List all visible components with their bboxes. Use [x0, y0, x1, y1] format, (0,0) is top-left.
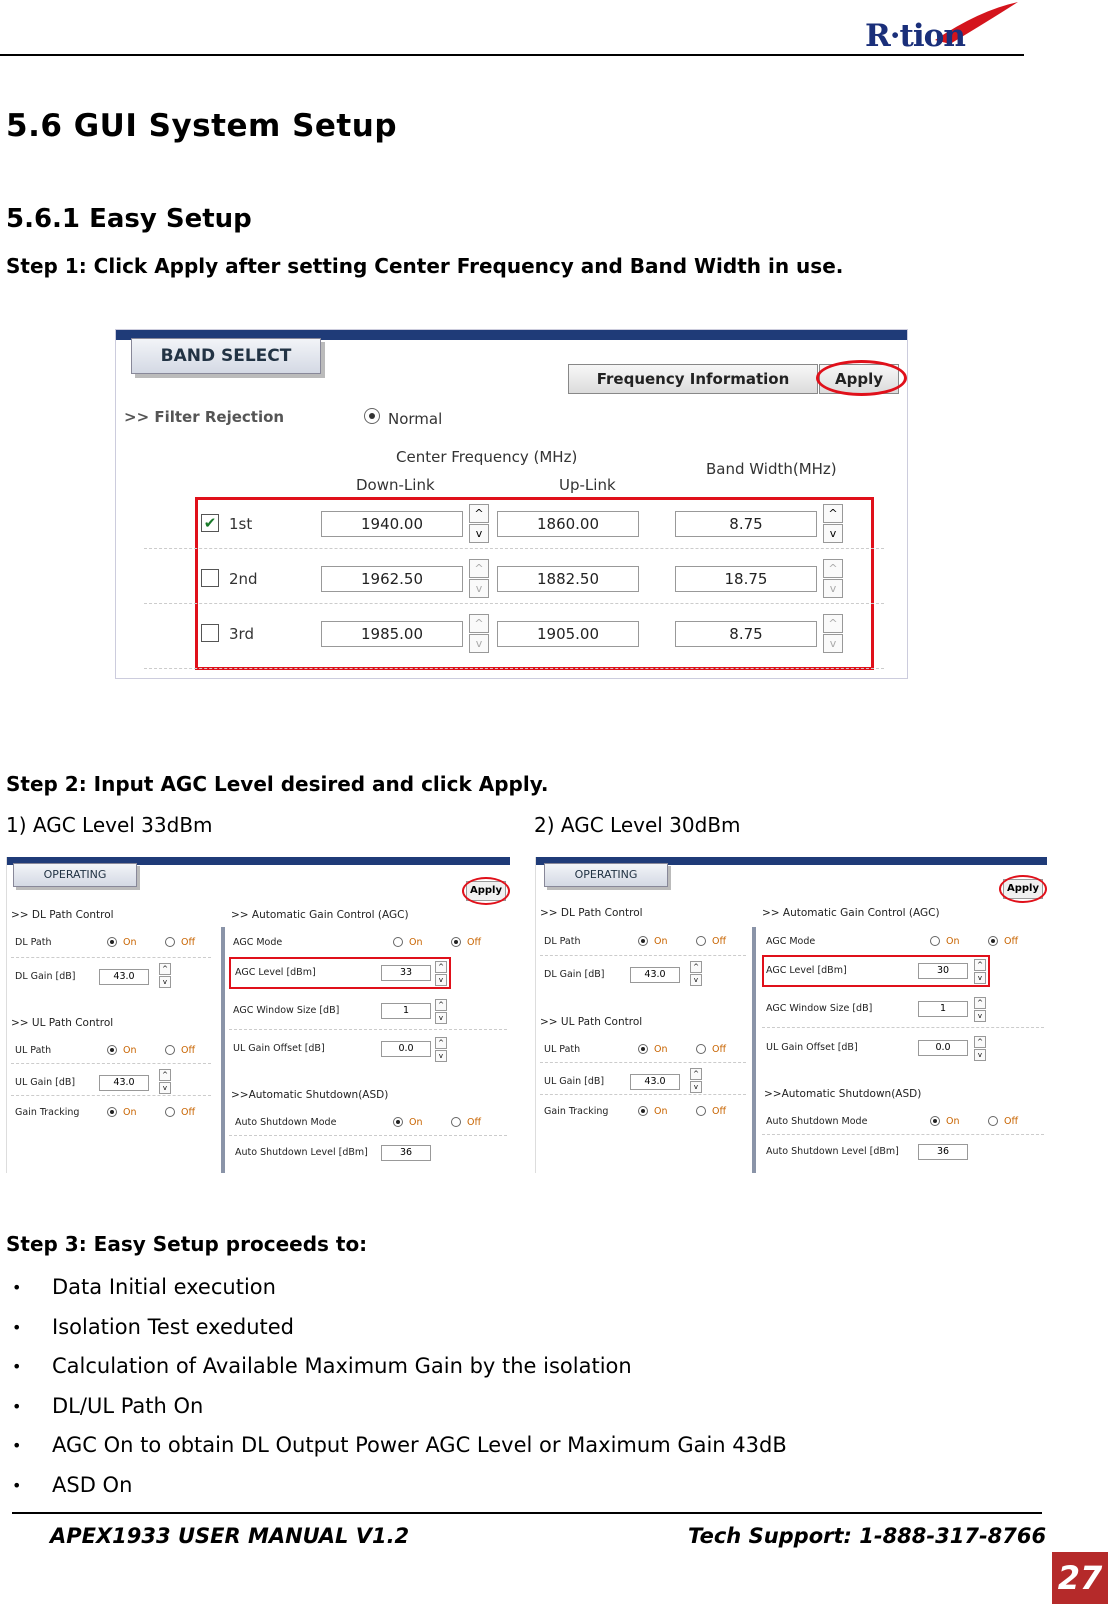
spin-down-icon[interactable]: v	[823, 634, 843, 653]
on-label: On	[946, 936, 960, 947]
bandwidth-input[interactable]: 18.75	[675, 566, 817, 592]
list-item	[12, 1387, 787, 1427]
operating-screenshot-33	[6, 857, 510, 1173]
ul-gain-offset-spinner[interactable]	[974, 1036, 986, 1062]
ul-gain-label: UL Gain [dB]	[15, 1077, 76, 1088]
ul-path-control-heading: >> UL Path Control	[11, 1017, 114, 1029]
list-item-text: AGC On to obtain DL Output Power AGC Level or Maximum Gain 43dB	[52, 1433, 787, 1458]
caption-agc-33: 1) AGC Level 33dBm	[6, 813, 213, 837]
tab-band-select[interactable]: BAND SELECT	[131, 338, 321, 374]
ul-gain-offset-input[interactable]: 0.0	[381, 1041, 431, 1057]
bandwidth-input[interactable]: 8.75	[675, 621, 817, 647]
asd-mode-on-radio[interactable]	[930, 1116, 940, 1126]
gain-tracking-label: Gain Tracking	[544, 1106, 609, 1117]
ul-gain-offset-spinner[interactable]	[435, 1037, 447, 1063]
agc-level-label: AGC Level [dBm]	[766, 965, 847, 976]
downlink-header: Down-Link	[356, 476, 435, 494]
off-label: Off	[712, 936, 727, 947]
spin-down-icon[interactable]: v	[974, 1049, 986, 1061]
dl-gain-label: DL Gain [dB]	[15, 971, 76, 982]
on-label: On	[946, 1116, 960, 1127]
off-label: Off	[712, 1044, 727, 1055]
spin-down-icon[interactable]: v	[469, 524, 489, 543]
uplink-input[interactable]: 1860.00	[497, 511, 639, 537]
tab-operating[interactable]: OPERATING	[544, 863, 668, 887]
bullet-icon: •	[12, 1278, 22, 1297]
gain-tracking-on-radio[interactable]	[638, 1106, 648, 1116]
spin-down-icon[interactable]: v	[974, 972, 986, 984]
bandwidth-spinner[interactable]	[823, 559, 843, 599]
normal-label: Normal	[388, 410, 443, 428]
band-3rd-checkbox[interactable]	[201, 624, 219, 642]
spin-up-icon[interactable]: ^	[823, 614, 843, 633]
bandwidth-input[interactable]: 8.75	[675, 511, 817, 537]
row-divider	[229, 1135, 507, 1136]
ul-gain-spinner[interactable]	[159, 1069, 171, 1095]
band-2nd-checkbox[interactable]	[201, 569, 219, 587]
caption-agc-30: 2) AGC Level 30dBm	[534, 813, 741, 837]
agc-mode-off-radio[interactable]	[451, 937, 461, 947]
off-label: Off	[1004, 1116, 1019, 1127]
spin-up-icon[interactable]: ^	[435, 961, 447, 973]
spin-down-icon[interactable]: v	[823, 524, 843, 543]
dl-path-control-heading: >> DL Path Control	[540, 907, 643, 919]
row-divider	[540, 955, 746, 956]
spin-up-icon[interactable]: ^	[823, 559, 843, 578]
row-divider	[11, 957, 211, 958]
agc-mode-on-radio[interactable]	[930, 936, 940, 946]
ul-gain-offset-input[interactable]: 0.0	[918, 1040, 968, 1056]
footer-manual-title: APEX1933 USER MANUAL V1.2	[50, 1524, 410, 1548]
agc-window-spinner[interactable]	[974, 997, 986, 1023]
list-item	[12, 1347, 787, 1387]
center-frequency-header: Center Frequency (MHz)	[396, 448, 578, 466]
band-row-2nd	[201, 559, 866, 599]
off-label: Off	[712, 1106, 727, 1117]
gain-tracking-off-radio[interactable]	[165, 1107, 175, 1117]
dl-gain-label: DL Gain [dB]	[544, 969, 605, 980]
bandwidth-spinner[interactable]	[823, 614, 843, 654]
spin-down-icon[interactable]: v	[469, 634, 489, 653]
band-row-1st	[201, 504, 866, 544]
downlink-input[interactable]: 1940.00	[321, 511, 463, 537]
agc-mode-off-radio[interactable]	[988, 936, 998, 946]
downlink-input[interactable]: 1985.00	[321, 621, 463, 647]
agc-window-input[interactable]: 1	[918, 1001, 968, 1017]
off-label: Off	[467, 1117, 482, 1128]
spin-up-icon[interactable]: ^	[435, 999, 447, 1011]
on-label: On	[654, 1044, 668, 1055]
gain-tracking-on-radio[interactable]	[107, 1107, 117, 1117]
step2-text: Step 2: Input AGC Level desired and click Apply.	[6, 772, 549, 796]
spin-up-icon[interactable]: ^	[159, 1069, 171, 1081]
company-logo: R·tion	[865, 18, 965, 54]
band-1st-checkbox[interactable]: ✔	[201, 514, 219, 532]
ul-path-label: UL Path	[544, 1044, 581, 1055]
bullet-icon: •	[12, 1396, 22, 1416]
ul-path-off-radio[interactable]	[696, 1044, 706, 1054]
spin-down-icon[interactable]: v	[435, 1012, 447, 1024]
gain-tracking-off-radio[interactable]	[696, 1106, 706, 1116]
row-divider	[540, 1062, 746, 1063]
downlink-spinner[interactable]	[469, 614, 489, 654]
row-divider	[144, 548, 884, 549]
row-divider	[11, 1063, 211, 1064]
on-label: On	[409, 937, 423, 948]
downlink-spinner[interactable]	[469, 559, 489, 599]
page-number: 27	[1052, 1552, 1108, 1604]
spin-down-icon[interactable]: v	[823, 579, 843, 598]
apply-button[interactable]: Apply	[1003, 879, 1043, 899]
subsection-title: 5.6.1 Easy Setup	[6, 204, 252, 234]
ul-gain-spinner[interactable]	[690, 1068, 702, 1094]
dl-path-on-radio[interactable]	[107, 937, 117, 947]
dl-path-off-radio[interactable]	[696, 936, 706, 946]
band-select-screenshot	[115, 329, 908, 679]
list-item-text: ASD On	[52, 1472, 133, 1497]
spin-down-icon[interactable]: v	[690, 974, 702, 986]
dl-gain-spinner[interactable]	[690, 961, 702, 987]
footer-tech-support: Tech Support: 1-888-317-8766	[688, 1524, 1047, 1548]
asd-level-label: Auto Shutdown Level [dBm]	[766, 1146, 899, 1157]
spin-down-icon[interactable]: v	[690, 1081, 702, 1093]
asd-mode-label: Auto Shutdown Mode	[235, 1117, 337, 1128]
header-rule	[0, 54, 1024, 56]
row-divider	[144, 668, 884, 669]
ul-path-on-radio[interactable]	[107, 1045, 117, 1055]
row-divider	[762, 1134, 1044, 1135]
agc-window-spinner[interactable]	[435, 999, 447, 1025]
gain-tracking-label: Gain Tracking	[15, 1107, 80, 1118]
step3-text: Step 3: Easy Setup proceeds to:	[6, 1232, 368, 1256]
downlink-spinner[interactable]	[469, 504, 489, 544]
dl-path-on-radio[interactable]	[638, 936, 648, 946]
agc-level-input[interactable]: 33	[381, 965, 431, 981]
on-label: On	[123, 1045, 137, 1056]
agc-mode-label: AGC Mode	[766, 936, 816, 947]
band-row-label: 1st	[229, 515, 253, 533]
asd-level-input[interactable]: 36	[918, 1144, 968, 1160]
setup-steps-list	[12, 1268, 787, 1506]
row-divider	[540, 1094, 746, 1095]
agc-heading: >> Automatic Gain Control (AGC)	[231, 909, 409, 921]
dl-path-control-heading: >> DL Path Control	[11, 909, 114, 921]
row-divider	[11, 1095, 211, 1096]
ul-gain-label: UL Gain [dB]	[544, 1076, 605, 1087]
off-label: Off	[1004, 936, 1019, 947]
apply-highlight-ring	[816, 360, 907, 396]
apply-button[interactable]: Apply	[819, 364, 899, 394]
list-item-text: DL/UL Path On	[52, 1393, 204, 1418]
bullet-icon: •	[12, 1436, 22, 1456]
apply-highlight-ring	[999, 875, 1047, 903]
operating-screenshot-30	[535, 857, 1047, 1173]
asd-mode-off-radio[interactable]	[988, 1116, 998, 1126]
on-label: On	[123, 1107, 137, 1118]
normal-radio[interactable]	[364, 408, 380, 424]
agc-heading: >> Automatic Gain Control (AGC)	[762, 907, 940, 919]
off-label: Off	[181, 1045, 196, 1056]
list-item	[12, 1426, 787, 1466]
spin-down-icon[interactable]: v	[159, 976, 171, 988]
bullet-icon: •	[12, 1357, 22, 1377]
list-item-text: Isolation Test exeduted	[52, 1314, 294, 1339]
off-label: Off	[181, 937, 196, 948]
section-title: 5.6 GUI System Setup	[6, 108, 398, 144]
spin-down-icon[interactable]: v	[469, 579, 489, 598]
ul-path-off-radio[interactable]	[165, 1045, 175, 1055]
spin-up-icon[interactable]: ^	[435, 1037, 447, 1049]
ul-path-on-radio[interactable]	[638, 1044, 648, 1054]
footer-rule	[12, 1512, 1042, 1514]
agc-level-spinner[interactable]	[974, 959, 986, 985]
ul-path-control-heading: >> UL Path Control	[540, 1016, 643, 1028]
agc-mode-on-radio[interactable]	[393, 937, 403, 947]
column-divider	[221, 927, 225, 1173]
dl-path-off-radio[interactable]	[165, 937, 175, 947]
spin-up-icon[interactable]: ^	[469, 504, 489, 523]
asd-mode-on-radio[interactable]	[393, 1117, 403, 1127]
spin-up-icon[interactable]: ^	[469, 559, 489, 578]
apply-highlight-ring	[462, 877, 510, 905]
asd-level-input[interactable]: 36	[381, 1145, 431, 1161]
band-row-3rd	[201, 614, 866, 654]
spin-down-icon[interactable]: v	[159, 1082, 171, 1094]
ul-gain-input[interactable]: 43.0	[630, 1074, 680, 1090]
row-divider	[762, 1027, 1044, 1028]
spin-up-icon[interactable]: ^	[823, 504, 843, 523]
spin-up-icon[interactable]: ^	[469, 614, 489, 633]
frequency-information-button[interactable]: Frequency Information	[568, 364, 818, 394]
ul-path-label: UL Path	[15, 1045, 52, 1056]
on-label: On	[654, 936, 668, 947]
dl-gain-input[interactable]: 43.0	[630, 967, 680, 983]
apply-button[interactable]: Apply	[466, 881, 506, 901]
step1-text: Step 1: Click Apply after setting Center Frequency and Band Width in use.	[6, 254, 844, 278]
agc-window-label: AGC Window Size [dB]	[766, 1003, 873, 1014]
spin-up-icon[interactable]: ^	[974, 1036, 986, 1048]
ul-gain-offset-label: UL Gain Offset [dB]	[766, 1042, 858, 1053]
agc-level-spinner[interactable]	[435, 961, 447, 987]
list-item	[12, 1466, 787, 1506]
downlink-input[interactable]: 1962.50	[321, 566, 463, 592]
band-row-label: 2nd	[229, 570, 258, 588]
asd-heading: >>Automatic Shutdown(ASD)	[231, 1089, 389, 1101]
agc-window-input[interactable]: 1	[381, 1003, 431, 1019]
bandwidth-header: Band Width(MHz)	[706, 460, 837, 478]
list-item-text: Data Initial execution	[52, 1275, 276, 1299]
uplink-input[interactable]: 1905.00	[497, 621, 639, 647]
off-label: Off	[467, 937, 482, 948]
band-row-label: 3rd	[229, 625, 254, 643]
bandwidth-spinner[interactable]	[823, 504, 843, 544]
agc-mode-label: AGC Mode	[233, 937, 283, 948]
spin-up-icon[interactable]: ^	[159, 963, 171, 975]
asd-mode-label: Auto Shutdown Mode	[766, 1116, 868, 1127]
agc-level-input[interactable]: 30	[918, 963, 968, 979]
on-label: On	[123, 937, 137, 948]
list-item-text: Calculation of Available Maximum Gain by the isolation	[52, 1354, 632, 1379]
spin-down-icon[interactable]: v	[435, 1050, 447, 1062]
list-item	[12, 1308, 787, 1348]
uplink-input[interactable]: 1882.50	[497, 566, 639, 592]
spin-up-icon[interactable]: ^	[974, 959, 986, 971]
asd-heading: >>Automatic Shutdown(ASD)	[764, 1088, 922, 1100]
spin-up-icon[interactable]: ^	[974, 997, 986, 1009]
asd-mode-off-radio[interactable]	[451, 1117, 461, 1127]
dl-gain-input[interactable]: 43.0	[99, 969, 149, 985]
bullet-icon: •	[12, 1475, 22, 1495]
bullet-icon: •	[12, 1317, 22, 1337]
dl-path-label: DL Path	[544, 936, 581, 947]
on-label: On	[409, 1117, 423, 1128]
uplink-header: Up-Link	[559, 476, 616, 494]
ul-gain-input[interactable]: 43.0	[99, 1075, 149, 1091]
spin-down-icon[interactable]: v	[435, 974, 447, 986]
dl-path-label: DL Path	[15, 937, 52, 948]
spin-up-icon[interactable]: ^	[690, 961, 702, 973]
spin-up-icon[interactable]: ^	[690, 1068, 702, 1080]
column-divider	[752, 927, 756, 1173]
ul-gain-offset-label: UL Gain Offset [dB]	[233, 1043, 325, 1054]
row-divider	[229, 1029, 507, 1030]
tab-operating[interactable]: OPERATING	[13, 863, 137, 887]
agc-window-label: AGC Window Size [dB]	[233, 1005, 340, 1016]
list-item	[12, 1268, 787, 1308]
row-divider	[144, 603, 884, 604]
asd-level-label: Auto Shutdown Level [dBm]	[235, 1147, 368, 1158]
dl-gain-spinner[interactable]	[159, 963, 171, 989]
spin-down-icon[interactable]: v	[974, 1010, 986, 1022]
agc-level-label: AGC Level [dBm]	[235, 967, 316, 978]
filter-rejection-label: >> Filter Rejection	[124, 408, 285, 426]
on-label: On	[654, 1106, 668, 1117]
off-label: Off	[181, 1107, 196, 1118]
